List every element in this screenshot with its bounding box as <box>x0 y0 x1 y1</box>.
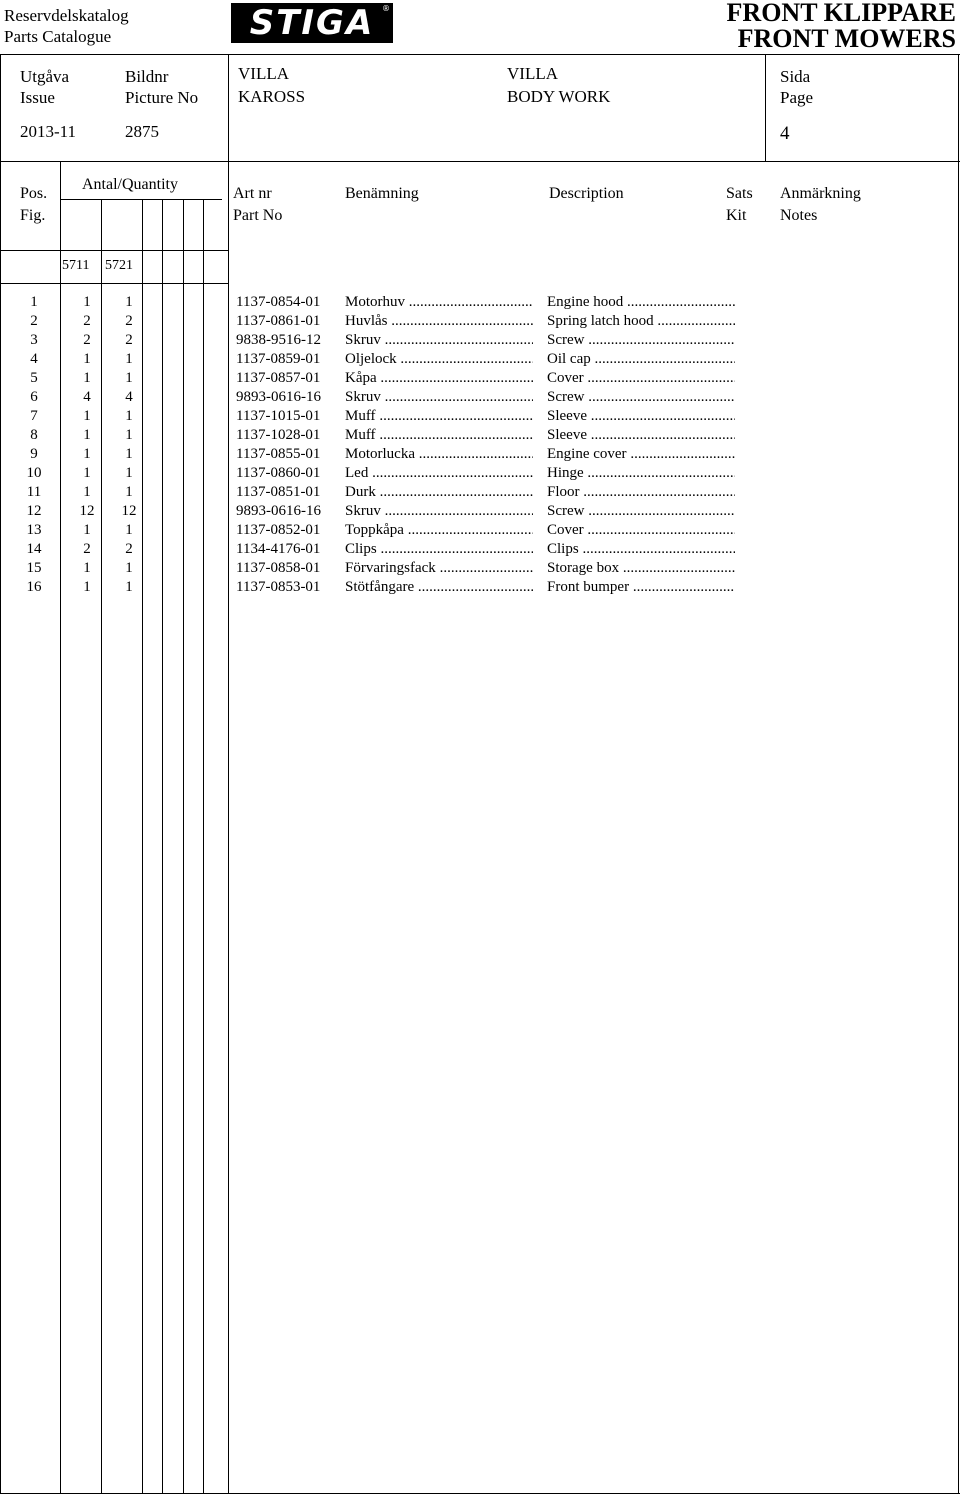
quantity-5711: 1 <box>83 560 91 576</box>
left-border <box>0 54 1 1494</box>
part-position: 11 <box>26 484 42 500</box>
quantity-5721: 1 <box>125 560 133 576</box>
part-position: 7 <box>30 408 38 424</box>
quantity-5711: 1 <box>83 522 91 538</box>
quantity-5721: 1 <box>125 408 133 424</box>
part-name-sv: Oljelock ..... <box>345 350 533 369</box>
part-number: 1137-0860-01 <box>236 465 321 481</box>
group-name-sv: KAROSS <box>238 87 306 106</box>
part-name-sv: Skruv ..... <box>345 502 533 521</box>
page-label-en: Page <box>780 88 814 107</box>
part-position: 1 <box>30 294 38 310</box>
product-title-sv: FRONT KLIPPARE <box>726 0 956 27</box>
part-name-sv: Clips ..... <box>345 540 533 559</box>
page-box-divider <box>765 54 766 162</box>
table-row <box>0 350 960 369</box>
brand-name: STIGA <box>249 3 375 43</box>
quantity-5721: 1 <box>125 484 133 500</box>
page-label-sv: Sida <box>780 67 811 86</box>
picture-label-en: Picture No <box>125 88 199 107</box>
quantity-5711: 1 <box>83 294 91 310</box>
table-row <box>0 369 960 388</box>
part-number: 1137-0854-01 <box>236 294 321 310</box>
quantity-5721: 1 <box>125 465 133 481</box>
part-number: 9893-0616-16 <box>236 389 321 405</box>
part-number: 1137-0853-01 <box>236 579 321 595</box>
table-row <box>0 559 960 578</box>
part-number: 1134-4176-01 <box>236 541 321 557</box>
catalog-title-sv: Reservdelskatalog <box>4 6 129 25</box>
part-position: 2 <box>30 313 38 329</box>
quantity-5711: 2 <box>83 313 91 329</box>
quantity-5721: 2 <box>125 332 133 348</box>
col-quantity: Antal/Quantity <box>82 176 178 193</box>
catalog-title-en: Parts Catalogue <box>4 27 112 46</box>
quantity-underline <box>60 199 222 200</box>
part-description: Clips ..... <box>547 540 735 559</box>
model-name-en: VILLA <box>507 64 558 83</box>
stiga-logo <box>231 3 393 43</box>
quantity-5711: 2 <box>83 541 91 557</box>
part-name-sv: Stötfångare ..... <box>345 578 533 597</box>
col-kit-en: Kit <box>726 207 747 224</box>
col-art-sv: Art nr <box>233 185 272 202</box>
part-number: 1137-0852-01 <box>236 522 321 538</box>
part-description: Screw ..... <box>547 502 735 521</box>
part-name-sv: Skruv ..... <box>345 331 533 350</box>
table-row <box>0 521 960 540</box>
part-name-sv: Kåpa ..... <box>345 369 533 388</box>
part-name-sv: Toppkåpa ..... <box>345 521 533 540</box>
page-number: 4 <box>780 123 790 144</box>
part-name-sv: Huvlås ..... <box>345 312 533 331</box>
part-position: 3 <box>30 332 38 348</box>
model-name-sv: VILLA <box>238 64 289 83</box>
part-description: Spring latch hood ..... <box>547 312 735 331</box>
group-name-en: BODY WORK <box>507 87 611 106</box>
col-model-5711: 5711 <box>62 258 90 273</box>
quantity-5721: 2 <box>125 541 133 557</box>
header-divider <box>0 54 960 55</box>
quantity-5721: 1 <box>125 446 133 462</box>
part-position: 12 <box>26 503 42 519</box>
issue-label-en: Issue <box>20 88 55 107</box>
col-notes-sv: Anmärkning <box>780 185 861 202</box>
part-name-sv: Durk ..... <box>345 483 533 502</box>
quantity-5711: 1 <box>83 351 91 367</box>
part-position: 16 <box>26 579 42 595</box>
part-description: Storage box ..... <box>547 559 735 578</box>
column-header-divider-left <box>0 250 229 251</box>
col-name-sv: Benämning <box>345 185 419 202</box>
picture-value: 2875 <box>125 122 159 141</box>
col-notes-en: Notes <box>780 207 818 224</box>
table-row <box>0 445 960 464</box>
table-row <box>0 483 960 502</box>
part-position: 13 <box>26 522 42 538</box>
part-number: 1137-1015-01 <box>236 408 321 424</box>
table-row <box>0 426 960 445</box>
quantity-5721: 1 <box>125 522 133 538</box>
quantity-5711: 1 <box>83 484 91 500</box>
part-name-sv: Motorlucka ..... <box>345 445 533 464</box>
col-kit-sv: Sats <box>726 185 753 202</box>
column-divider-art <box>228 54 229 1494</box>
quantity-5721: 1 <box>125 427 133 443</box>
part-description: Sleeve ..... <box>547 407 735 426</box>
table-row <box>0 407 960 426</box>
part-position: 14 <box>26 541 42 557</box>
part-description: Hinge ..... <box>547 464 735 483</box>
quantity-5711: 1 <box>83 427 91 443</box>
quantity-5711: 12 <box>79 503 95 519</box>
part-number: 1137-0851-01 <box>236 484 321 500</box>
product-title-en: FRONT MOWERS <box>737 24 956 53</box>
part-number: 1137-1028-01 <box>236 427 321 443</box>
page-bottom-line <box>0 1493 960 1494</box>
part-position: 8 <box>30 427 38 443</box>
quantity-5711: 2 <box>83 332 91 348</box>
part-description: Cover ..... <box>547 369 735 388</box>
col-pos-sv: Pos. <box>20 185 48 202</box>
quantity-5721: 2 <box>125 313 133 329</box>
part-number: 1137-0861-01 <box>236 313 321 329</box>
table-row <box>0 312 960 331</box>
part-description: Front bumper ..... <box>547 578 735 597</box>
column-header-divider-bottom <box>0 283 229 284</box>
part-name-sv: Motorhuv ..... <box>345 293 533 312</box>
part-description: Cover ..... <box>547 521 735 540</box>
part-name-sv: Muff ..... <box>345 407 533 426</box>
col-model-5721: 5721 <box>105 258 133 273</box>
registered-mark: ® <box>382 4 390 13</box>
quantity-5711: 1 <box>83 370 91 386</box>
table-row <box>0 331 960 350</box>
part-number: 1137-0855-01 <box>236 446 321 462</box>
quantity-5721: 1 <box>125 370 133 386</box>
table-row <box>0 464 960 483</box>
part-description: Floor ..... <box>547 483 735 502</box>
part-description: Sleeve ..... <box>547 426 735 445</box>
table-row <box>0 540 960 559</box>
part-name-sv: Förvaringsfack ..... <box>345 559 533 578</box>
part-position: 5 <box>30 370 38 386</box>
quantity-5711: 4 <box>83 389 91 405</box>
issue-label-sv: Utgåva <box>20 67 70 86</box>
part-name-sv: Skruv ..... <box>345 388 533 407</box>
part-number: 1137-0858-01 <box>236 560 321 576</box>
part-position: 4 <box>30 351 38 367</box>
part-name-sv: Muff ..... <box>345 426 533 445</box>
part-description: Oil cap ..... <box>547 350 735 369</box>
part-description: Screw ..... <box>547 331 735 350</box>
quantity-5721: 4 <box>125 389 133 405</box>
quantity-5711: 1 <box>83 446 91 462</box>
part-description: Engine cover ..... <box>547 445 735 464</box>
col-description: Description <box>549 185 624 202</box>
quantity-5721: 1 <box>125 351 133 367</box>
quantity-5711: 1 <box>83 579 91 595</box>
quantity-5721: 1 <box>125 294 133 310</box>
quantity-5711: 1 <box>83 408 91 424</box>
part-description: Engine hood ..... <box>547 293 735 312</box>
right-border <box>958 54 959 1494</box>
part-number: 9838-9516-12 <box>236 332 321 348</box>
picture-label-sv: Bildnr <box>125 67 169 86</box>
table-row <box>0 502 960 521</box>
table-row <box>0 578 960 597</box>
quantity-5721: 1 <box>125 579 133 595</box>
part-position: 10 <box>26 465 42 481</box>
part-description: Screw ..... <box>547 388 735 407</box>
table-row <box>0 388 960 407</box>
part-name-sv: Led ..... <box>345 464 533 483</box>
quantity-5711: 1 <box>83 465 91 481</box>
info-divider <box>0 161 960 162</box>
part-number: 1137-0859-01 <box>236 351 321 367</box>
col-art-en: Part No <box>233 207 283 224</box>
part-number: 9893-0616-16 <box>236 503 321 519</box>
quantity-5721: 12 <box>121 503 137 519</box>
col-pos-en: Fig. <box>20 207 46 224</box>
part-position: 15 <box>26 560 42 576</box>
part-number: 1137-0857-01 <box>236 370 321 386</box>
table-row <box>0 293 960 312</box>
part-position: 9 <box>30 446 38 462</box>
issue-value: 2013-11 <box>20 122 77 141</box>
part-position: 6 <box>30 389 38 405</box>
